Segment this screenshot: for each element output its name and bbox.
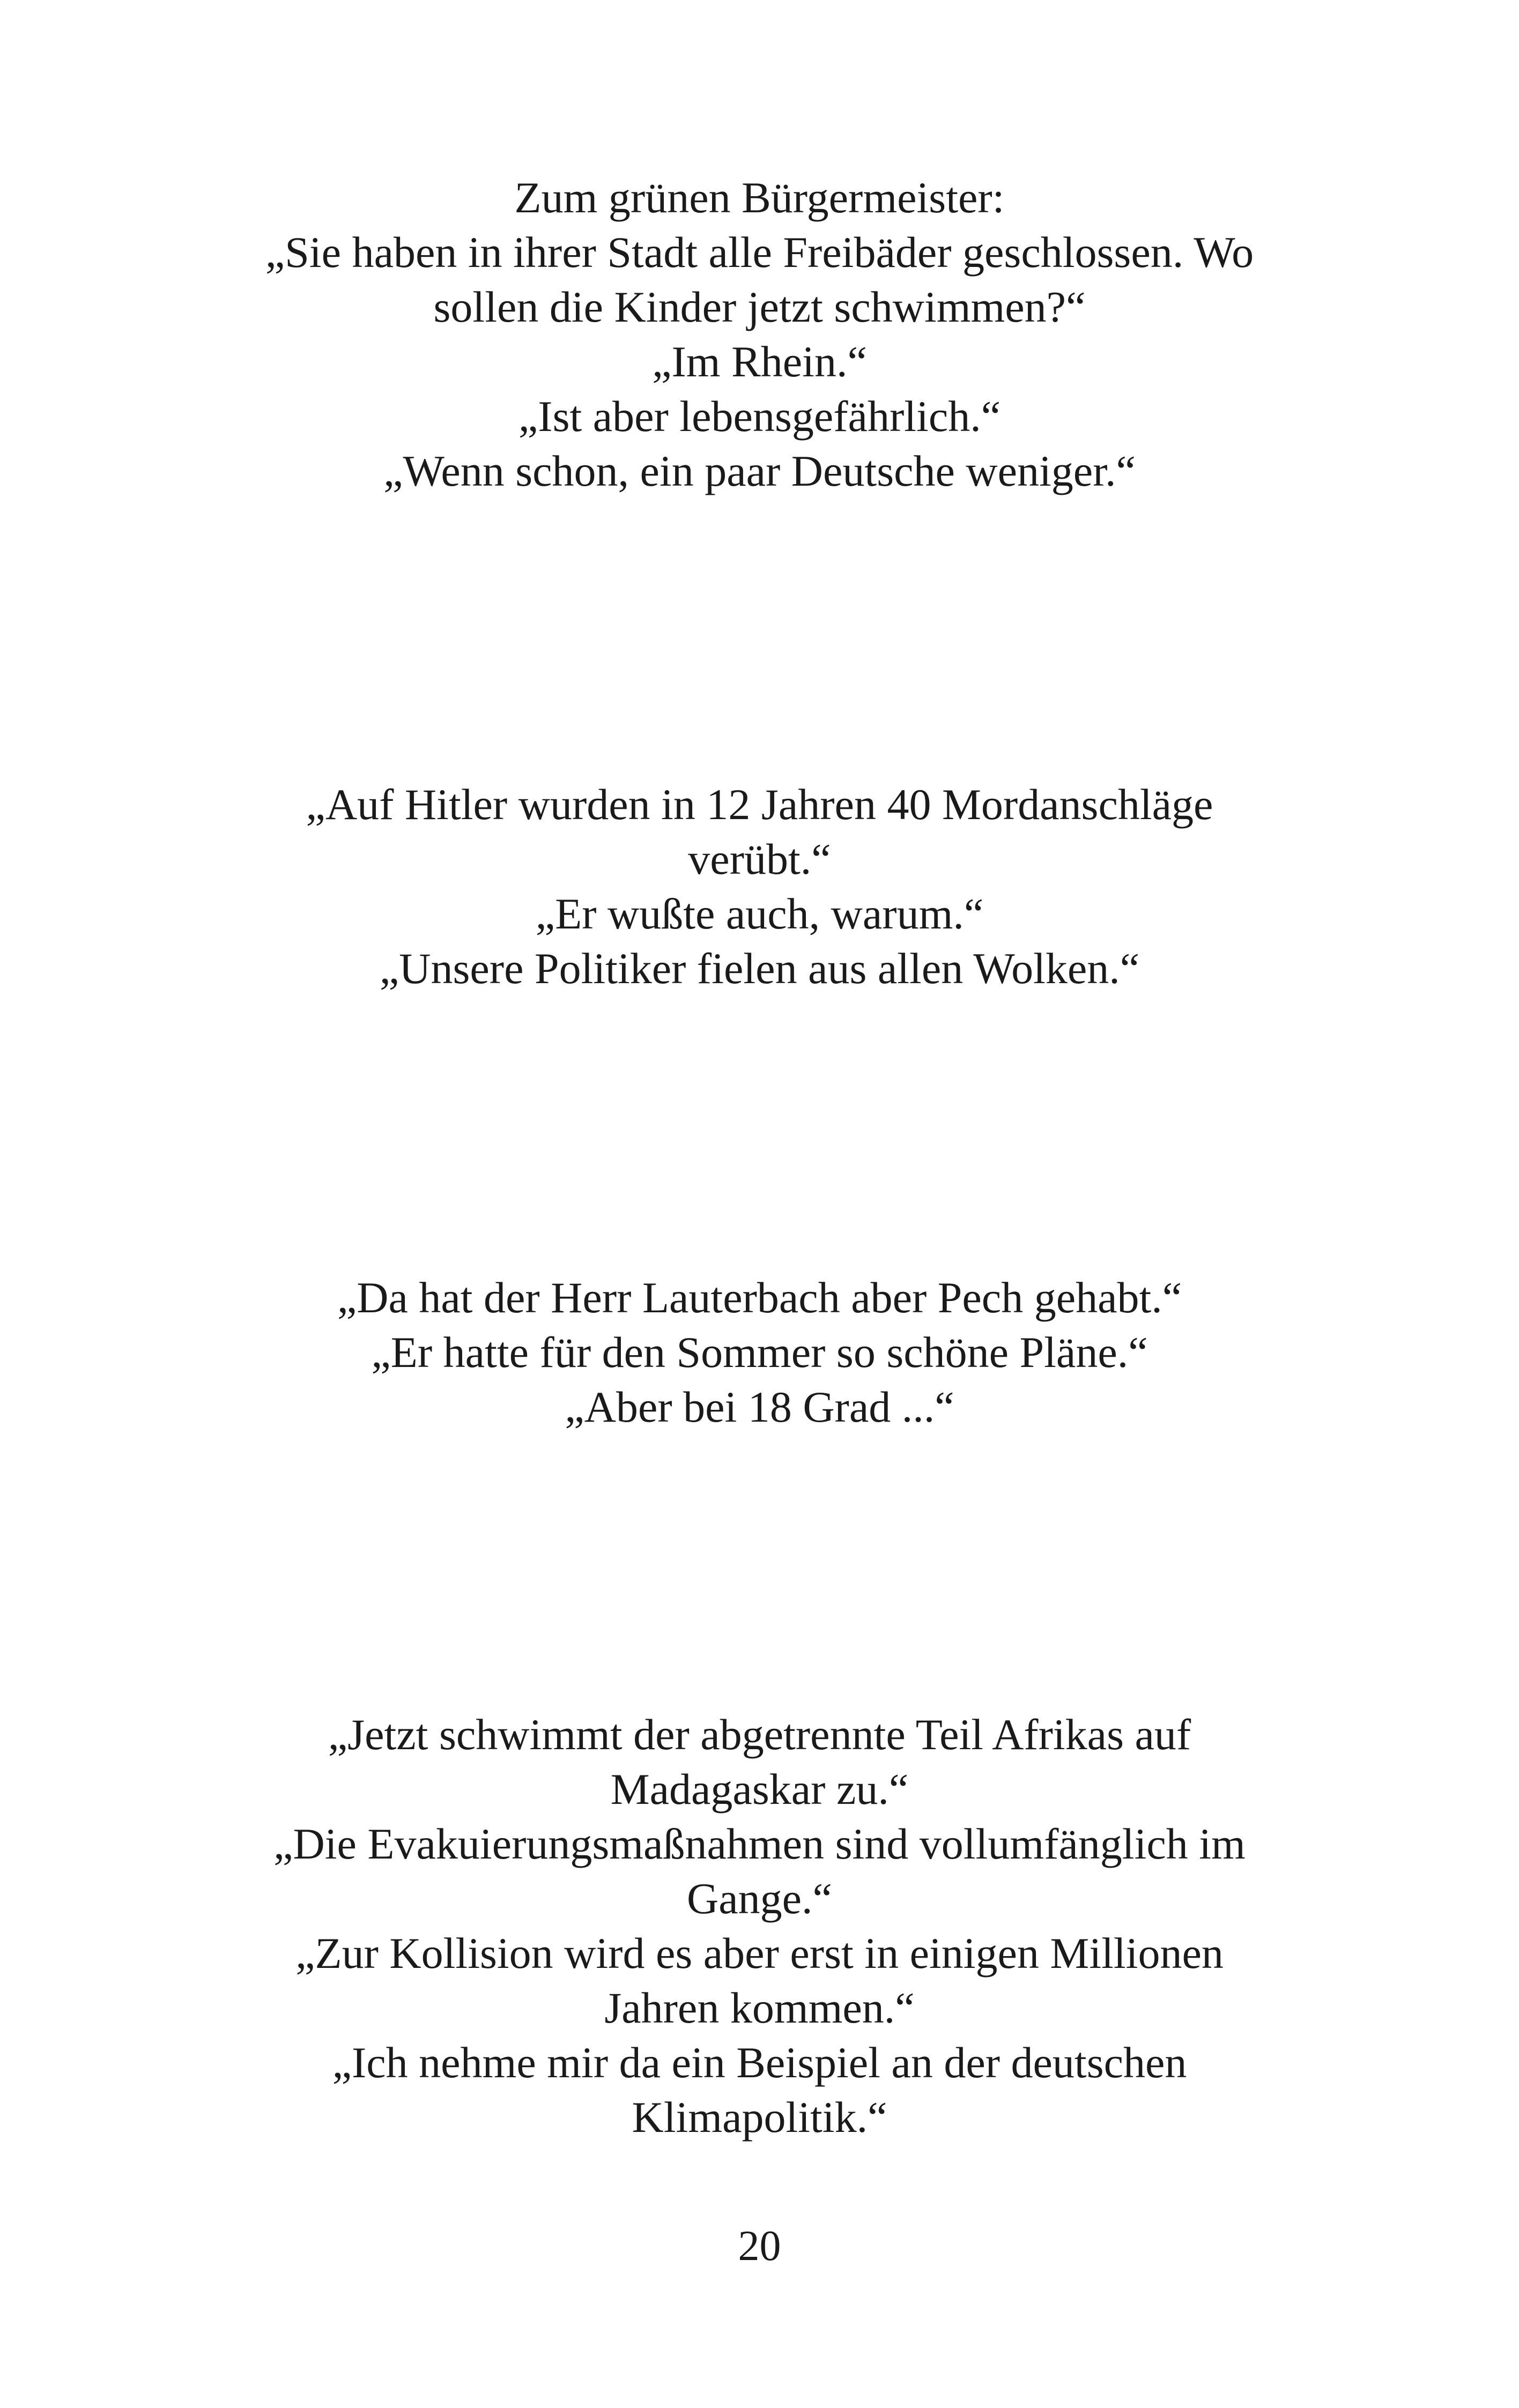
text-line: „Ist aber lebensgefährlich.“ bbox=[518, 392, 1001, 441]
text-line: verübt.“ bbox=[688, 835, 831, 883]
text-line: „Im Rhein.“ bbox=[652, 337, 867, 386]
page-number: 20 bbox=[738, 2223, 781, 2270]
text-block-freibaeder bbox=[161, 170, 1358, 499]
text-line: „Da hat der Herr Lauterbach aber Pech gehabt.“ bbox=[337, 1273, 1182, 1322]
text-line: „Die Evakuierungsmaßnahmen sind vollumfänglich im bbox=[273, 1819, 1246, 1868]
text-line: „Ich nehme mir da ein Beispiel an der deutschen bbox=[332, 2038, 1187, 2087]
text-line: „Wenn schon, ein paar Deutsche weniger.“ bbox=[383, 447, 1136, 495]
text-line: „Sie haben in ihrer Stadt alle Freibäder geschlossen. Wo bbox=[265, 228, 1254, 277]
text-line: „Unsere Politiker fielen aus allen Wolken.“ bbox=[379, 944, 1140, 993]
text-line: „Zur Kollision wird es aber erst in einigen Millionen bbox=[295, 1929, 1224, 1978]
text-line: „Aber bei 18 Grad ...“ bbox=[565, 1383, 954, 1431]
text-line: Klimapolitik.“ bbox=[632, 2093, 887, 2142]
text-block-mordanschlaege bbox=[161, 777, 1358, 996]
text-block-lauterbach bbox=[161, 1270, 1358, 1435]
text-line: Zum grünen Bürgermeister: bbox=[514, 173, 1005, 222]
text-line: Gange.“ bbox=[687, 1874, 832, 1923]
text-line: Jahren kommen.“ bbox=[604, 1983, 915, 2032]
text-line: „Jetzt schwimmt der abgetrennte Teil Afrikas auf bbox=[328, 1710, 1191, 1759]
text-line: Madagaskar zu.“ bbox=[610, 1765, 909, 1814]
text-line: „Er hatte für den Sommer so schöne Pläne.“ bbox=[371, 1328, 1148, 1377]
text-line: „Auf Hitler wurden in 12 Jahren 40 Mordanschläge bbox=[306, 780, 1213, 829]
text-line: „Er wußte auch, warum.“ bbox=[535, 889, 984, 938]
text-block-afrika bbox=[161, 1707, 1358, 2145]
text-line: sollen die Kinder jetzt schwimmen?“ bbox=[433, 283, 1086, 331]
